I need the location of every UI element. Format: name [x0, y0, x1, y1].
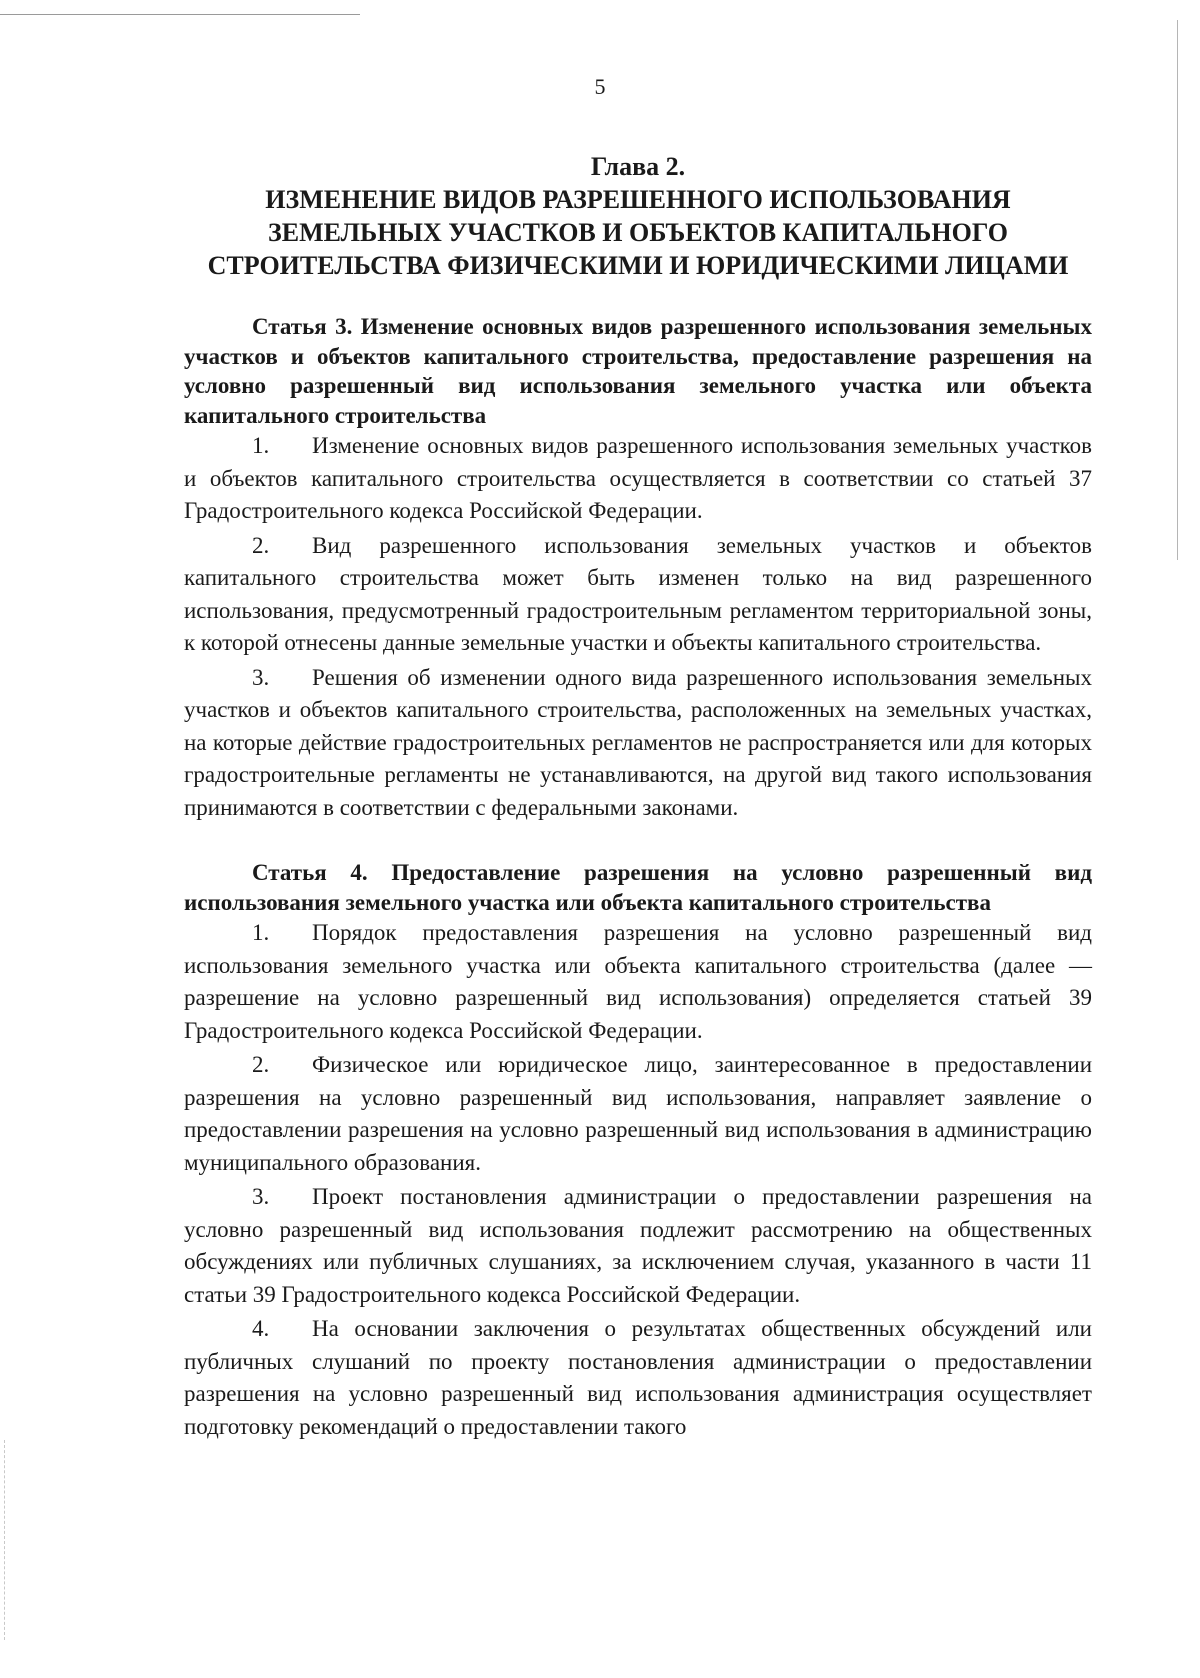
- paragraph: [184, 1049, 1092, 1179]
- page-number: 5: [594, 74, 606, 99]
- section-spacer: [184, 826, 1092, 858]
- paragraph-text: Решения об изменении одного вида разрешенного использования земельных участков и объектов капитального строительства, расположенных на земельных участках, на которые действие градостроительных регламентов не распространяется или для которых градостроительные регламенты не устанавливаются, на другой вид такого использования принимаются в соответствии с федеральными законами.: [184, 664, 1092, 820]
- paragraph: [184, 662, 1092, 825]
- chapter-title-line: СТРОИТЕЛЬСТВА ФИЗИЧЕСКИМИ И ЮРИДИЧЕСКИМИ ЛИЦАМИ: [207, 251, 1069, 280]
- paragraph-text: Вид разрешенного использования земельных участков и объектов капитального строительства может быть изменен только на вид разрешенного использования, предусмотренный градостроительным регламентом территориальной зоны, к которой отнесены данные земельные участки и объекты капитального строительства.: [184, 532, 1092, 655]
- paragraph-number: 1.: [252, 920, 270, 945]
- chapter-title-line: ЗЕМЕЛЬНЫХ УЧАСТКОВ И ОБЪЕКТОВ КАПИТАЛЬНОГО: [268, 218, 1008, 247]
- paragraph-text: Изменение основных видов разрешенного использования земельных участков и объектов капитального строительства осуществляется в соответствии со статьей 37 Градостроительного кодекса Российской Федерации.: [184, 433, 1092, 523]
- paragraph-number: 4.: [252, 1316, 270, 1341]
- paragraph-text: На основании заключения о результатах общественных обсуждений или публичных слушаний по проекту постановления администрации о предоставлении разрешения на условно разрешенный вид использования администрация осуществляет подготовку рекомендаций о предоставлении такого: [184, 1316, 1092, 1439]
- scan-marks-left: [4, 1440, 13, 1640]
- paragraph: [184, 1181, 1092, 1311]
- chapter-title-line: ИЗМЕНЕНИЕ ВИДОВ РАЗРЕШЕННОГО ИСПОЛЬЗОВАНИЯ: [265, 185, 1011, 214]
- article-4: [184, 858, 1092, 1443]
- document-body: [184, 150, 1092, 1445]
- paragraph: [184, 430, 1092, 528]
- paragraph-text: Порядок предоставления разрешения на условно разрешенный вид использования земельного участка или объекта капитального строительства (далее — разрешение на условно разрешенный вид использования) определяется статьей 39 Градостроительного кодекса Российской Федерации.: [184, 920, 1092, 1043]
- article-title: Статья 3. Изменение основных видов разрешенного использования земельных участков и объектов капитального строительства, предоставление разрешения на условно разрешенный вид использования земельного участка или объекта капитального строительства: [184, 314, 1092, 428]
- paragraph-number: 1.: [252, 433, 270, 458]
- paragraph: [184, 917, 1092, 1047]
- paragraph: [184, 1313, 1092, 1443]
- article-title: Статья 4. Предоставление разрешения на условно разрешенный вид использования земельного участка или объекта капитального строительства: [184, 860, 1092, 915]
- chapter-heading: [184, 150, 1092, 282]
- scan-edge-top: [0, 14, 360, 15]
- paragraph-number: 2.: [252, 1052, 270, 1077]
- chapter-label: Глава 2.: [590, 152, 686, 181]
- paragraph-number: 3.: [252, 664, 270, 690]
- paragraph-number: 3.: [252, 1184, 270, 1209]
- paragraph: [184, 530, 1092, 660]
- paragraph-text: Проект постановления администрации о предоставлении разрешения на условно разрешенный вид использования подлежит рассмотрению на общественных обсуждениях или публичных слушаниях, за исключением случая, указанного в части 11 статьи 39 Градостроительного кодекса Российской Федерации.: [184, 1184, 1092, 1307]
- article-3: [184, 312, 1092, 824]
- paragraph-number: 2.: [252, 532, 270, 558]
- paragraph-text: Физическое или юридическое лицо, заинтересованное в предоставлении разрешения на условно разрешенный вид использования, направляет заявление о предоставлении разрешения на условно разрешенный вид использования в администрацию муниципального образования.: [184, 1052, 1092, 1175]
- scan-edge-right: [1177, 20, 1178, 560]
